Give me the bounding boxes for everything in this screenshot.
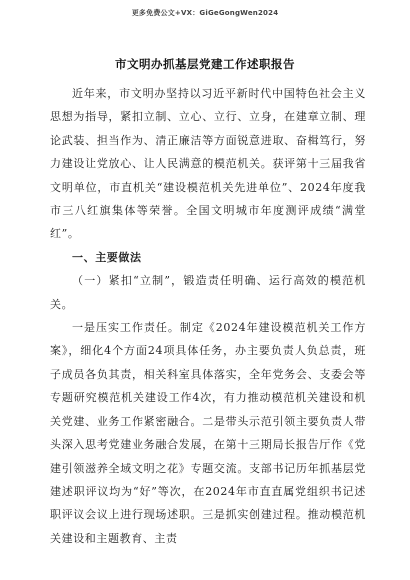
intro-paragraph: 近年来，市文明办坚持以习近平新时代中国特色社会主义思想为指导，紧扣立制、立心、立行、立身，在建章立制、理论武装、担当作为、清正廉洁等方面锐意进取、奋楫笃行，努力建设让党放心、让人民满意的模范机关。获评第十三届我省文明单位，市直机关“建设模范机关先进单位”、2024年度我市三八红旗集体等荣誉。全国文明城市年度测评成绩“满堂红”。: [50, 87, 366, 241]
subsection-heading: （一）紧扣“立制”，锻造责任明确、运行高效的模范机关。: [50, 274, 366, 311]
document-body: [50, 82, 366, 550]
section-heading: 一、主要做法: [72, 250, 142, 264]
header-note: 更多免费公文+VX：GiGeGongWen2024: [131, 9, 279, 17]
document-title: 市文明办抓基层党建工作述职报告: [115, 57, 295, 71]
body-paragraph: 一是压实工作责任。制定《2024年建设模范机关工作方案》，细化4个方面24项具体任务，办主要负责人负总责，班子成员各负其责，相关科室具体落实，全年党务会、支委会等专题研究模范机关建设工作4次，有力推动模范机关建设和机关党建、业务工作紧密融合。二是带头示范引领主要负责人带头深入思考党建业务融合发展，在第十三期局长报告厅作《党建引领滋养全域文明之花》专题交流。支部书记历年抓基层党建述职评议均为“好”等次，在2024年市直直属党组织书记述职评议会议上进行现场述职。三是抓实创建过程。推动模范机关建设和主题教育、主责: [50, 321, 366, 545]
